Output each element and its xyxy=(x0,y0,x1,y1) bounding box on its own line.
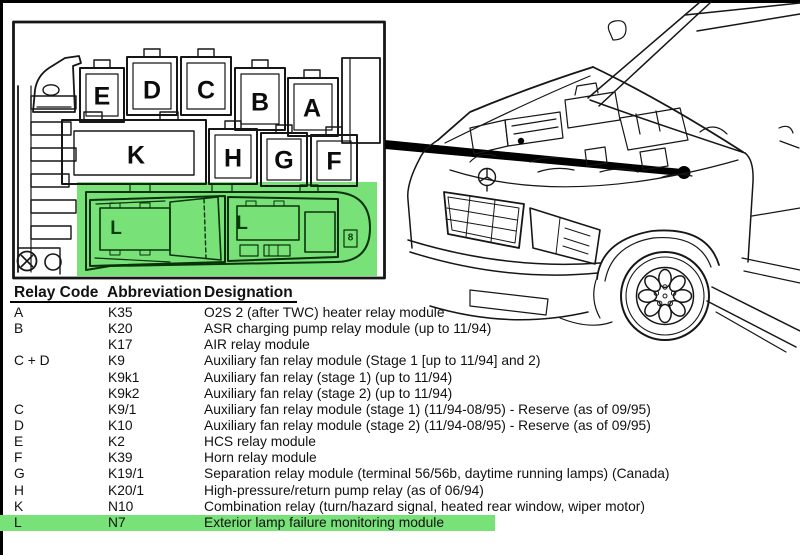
abbreviation-cell: K9k1 xyxy=(108,369,140,385)
abbreviation-cell: K20/1 xyxy=(108,482,145,498)
abbreviation-cell: K9 xyxy=(108,353,125,369)
relay-block-label-F: F xyxy=(326,147,342,176)
table-header-designation: Designation xyxy=(204,284,293,301)
relay-block-label-D: D xyxy=(142,76,162,105)
relay-table-rows xyxy=(0,305,800,531)
table-row xyxy=(0,483,800,499)
relay-code-cell: F xyxy=(14,450,23,466)
relay-code-cell: E xyxy=(14,434,24,450)
abbreviation-cell: K2 xyxy=(108,434,125,450)
relay-block-label-B: B xyxy=(250,88,270,117)
table-row xyxy=(0,418,800,434)
table-header-abbreviation: Abbreviation xyxy=(107,284,202,301)
table-row xyxy=(0,466,800,482)
table-row xyxy=(0,353,800,369)
abbreviation-cell: N10 xyxy=(108,498,134,514)
table-row xyxy=(0,434,800,450)
table-row xyxy=(0,402,800,418)
mounting-bracket xyxy=(18,56,82,274)
abbreviation-cell: N7 xyxy=(108,514,126,530)
relay-block-label-K: K xyxy=(126,141,146,170)
abbreviation-cell: K9/1 xyxy=(108,401,137,417)
car-illustration xyxy=(408,2,800,352)
designation-cell: Auxiliary fan relay module (Stage 1 [up to 11/94] and 2) xyxy=(204,353,541,369)
relay-code-cell: C + D xyxy=(14,353,50,369)
designation-cell: Auxiliary fan relay module (stage 1) (11/94-08/95) - Reserve (as of 09/95) xyxy=(204,401,651,417)
designation-cell: Auxiliary fan relay (stage 2) (up to 11/94) xyxy=(204,385,453,401)
designation-cell: Combination relay (turn/hazard signal, heated rear window, wiper motor) xyxy=(204,498,645,514)
table-row xyxy=(0,337,800,353)
table-header-underline xyxy=(10,301,297,303)
table-row xyxy=(0,515,800,531)
designation-cell: Auxiliary fan relay (stage 1) (up to 11/94) xyxy=(204,369,453,385)
module-label-L2: L xyxy=(236,213,248,234)
table-header-relay-code: Relay Code xyxy=(14,284,99,301)
relay-code-cell: H xyxy=(14,482,24,498)
relay-code-cell: A xyxy=(14,305,24,320)
relay-code-cell: C xyxy=(14,401,24,417)
abbreviation-cell: K20 xyxy=(108,321,133,337)
relay-code-cell: L xyxy=(14,514,22,530)
relay-code-cell: G xyxy=(14,466,25,482)
table-row xyxy=(0,386,800,402)
designation-cell: O2S 2 (after TWC) heater relay module xyxy=(204,305,445,320)
relay-block-label-H: H xyxy=(223,144,243,173)
designation-cell: HCS relay module xyxy=(204,434,316,450)
relay-block-label-C: C xyxy=(196,76,216,105)
table-row xyxy=(0,305,800,321)
relay-code-cell: B xyxy=(14,321,24,337)
relay-block-label-E: E xyxy=(93,82,111,111)
small-component-icon: 8 xyxy=(347,232,354,244)
table-row xyxy=(0,499,800,515)
relay-code-cell: K xyxy=(14,498,24,514)
abbreviation-cell: K19/1 xyxy=(108,466,145,482)
designation-cell: ASR charging pump relay module (up to 11/94) xyxy=(204,321,492,337)
abbreviation-cell: K9k2 xyxy=(108,385,140,401)
designation-cell: AIR relay module xyxy=(204,337,310,353)
designation-cell: Exterior lamp failure monitoring module xyxy=(204,514,445,530)
abbreviation-cell: K35 xyxy=(108,305,133,320)
abbreviation-cell: K17 xyxy=(108,337,133,353)
relay-block-label-G: G xyxy=(274,146,294,175)
table-row xyxy=(0,370,800,386)
abbreviation-cell: K39 xyxy=(108,450,133,466)
table-row xyxy=(0,321,800,337)
designation-cell: Separation relay module (terminal 56/56b, daytime running lamps) (Canada) xyxy=(204,466,670,482)
relay-block-label-A: A xyxy=(302,94,322,123)
designation-cell: High-pressure/return pump relay (as of 06/94) xyxy=(204,482,484,498)
designation-cell: Horn relay module xyxy=(204,450,317,466)
table-row xyxy=(0,450,800,466)
abbreviation-cell: K10 xyxy=(108,417,133,433)
relay-code-cell: D xyxy=(14,417,24,433)
module-label-L1: L xyxy=(110,218,122,239)
designation-cell: Auxiliary fan relay module (stage 2) (11/94-08/95) - Reserve (as of 09/95) xyxy=(204,417,651,433)
